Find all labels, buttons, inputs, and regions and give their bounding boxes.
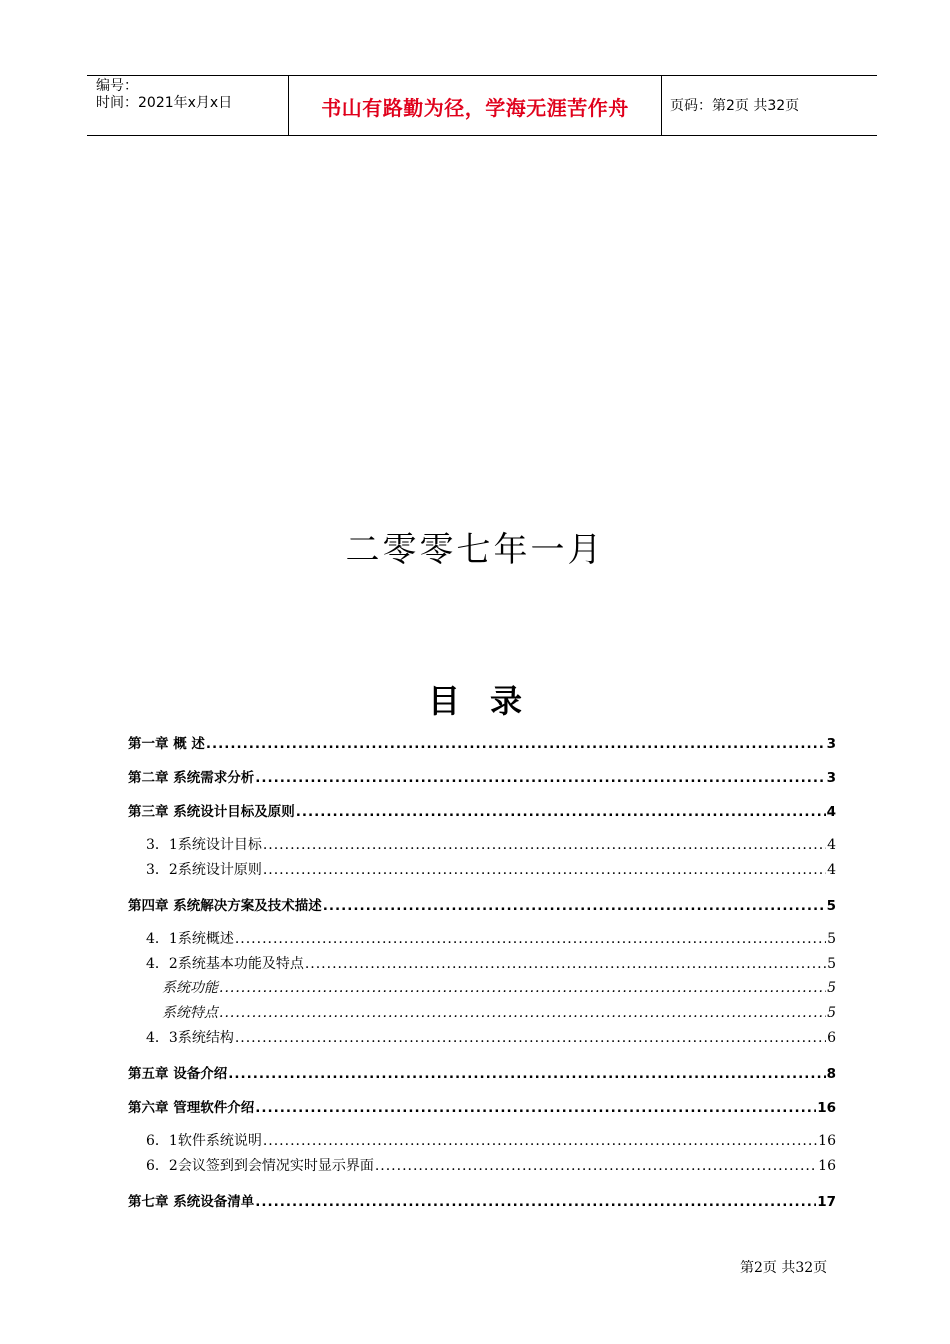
document-date: 二零零七年一月 [345,530,605,570]
header-page-info: 页码：第2页 共32页 [670,98,800,114]
toc-entry[interactable] [128,953,836,973]
document-number-label: 编号： [96,78,138,94]
toc-entry[interactable] [128,894,836,914]
toc-leader [219,1005,826,1021]
toc-entry-page: 16 [818,1158,836,1174]
toc-leader [263,862,826,878]
toc-leader [296,804,826,820]
toc-entry-label: 4．1系统概述 [146,931,234,947]
toc-entry[interactable] [128,732,836,752]
toc-entry-label: 第五章 设备介绍 [128,1066,228,1082]
toc-entry-label: 4．3系统结构 [146,1030,234,1046]
page-footer: 第2页 共32页 [740,1260,828,1276]
toc-entry-page: 16 [817,1100,836,1116]
toc-entry-page: 16 [818,1133,836,1149]
toc-entry-label: 第一章 概 述 [128,736,205,752]
toc-entry-label: 第四章 系统解决方案及技术描述 [128,898,322,914]
toc-entry-page: 8 [826,1066,836,1082]
toc-entry-page: 4 [827,862,836,878]
toc-entry[interactable] [128,1002,836,1022]
toc-entry[interactable] [128,834,836,854]
toc-entry[interactable] [128,800,836,820]
toc-leader [375,1158,817,1174]
toc-entry[interactable] [128,977,836,997]
toc-leader [255,770,825,786]
toc-entry-page: 5 [826,898,836,914]
toc-leader [219,980,826,996]
toc-title: 目录 [427,682,552,720]
toc-leader [263,1133,817,1149]
toc-entry-label: 第六章 管理软件介绍 [128,1100,255,1116]
toc-entry-page: 6 [827,1030,836,1046]
toc-entry[interactable] [128,928,836,948]
toc-entry[interactable] [128,1062,836,1082]
toc-entry[interactable] [128,1190,836,1210]
toc-entry-page: 17 [817,1194,836,1210]
toc-entry[interactable] [128,1027,836,1047]
toc-leader [255,1194,816,1210]
toc-leader [263,837,826,853]
toc-entry-page: 3 [826,736,836,752]
toc-entry-label: 系统功能 [162,980,218,996]
toc-leader [206,736,826,752]
toc-entry[interactable] [128,766,836,786]
toc-leader [323,898,826,914]
table-of-contents [128,0,836,1344]
toc-entry-page: 5 [827,1005,836,1021]
toc-leader [255,1100,816,1116]
toc-entry-page: 4 [826,804,836,820]
toc-entry-label: 6．2会议签到到会情况实时显示界面 [146,1158,374,1174]
toc-entry[interactable] [128,1130,836,1150]
toc-entry-page: 5 [827,980,836,996]
toc-entry-page: 5 [827,956,836,972]
toc-entry-label: 第三章 系统设计目标及原则 [128,804,295,820]
toc-entry-page: 4 [827,837,836,853]
toc-entry-label: 3．1系统设计目标 [146,837,262,853]
toc-entry[interactable] [128,1155,836,1175]
header-motto: 书山有路勤为径，学海无涯苦作舟 [321,96,629,120]
toc-leader [235,931,826,947]
toc-leader [228,1066,825,1082]
toc-entry-label: 6．1软件系统说明 [146,1133,262,1149]
toc-leader [235,1030,826,1046]
toc-entry-label: 4．2系统基本功能及特点 [146,956,304,972]
toc-entry[interactable] [128,859,836,879]
toc-entry-label: 3．2系统设计原则 [146,862,262,878]
toc-entry-label: 第二章 系统需求分析 [128,770,255,786]
toc-entry-label: 系统特点 [162,1005,218,1021]
toc-entry[interactable] [128,1096,836,1116]
toc-entry-page: 5 [827,931,836,947]
toc-entry-label: 第七章 系统设备清单 [128,1194,255,1210]
toc-entry-page: 3 [826,770,836,786]
toc-leader [305,956,826,972]
document-time-label: 时间：2021年x月x日 [96,95,233,111]
